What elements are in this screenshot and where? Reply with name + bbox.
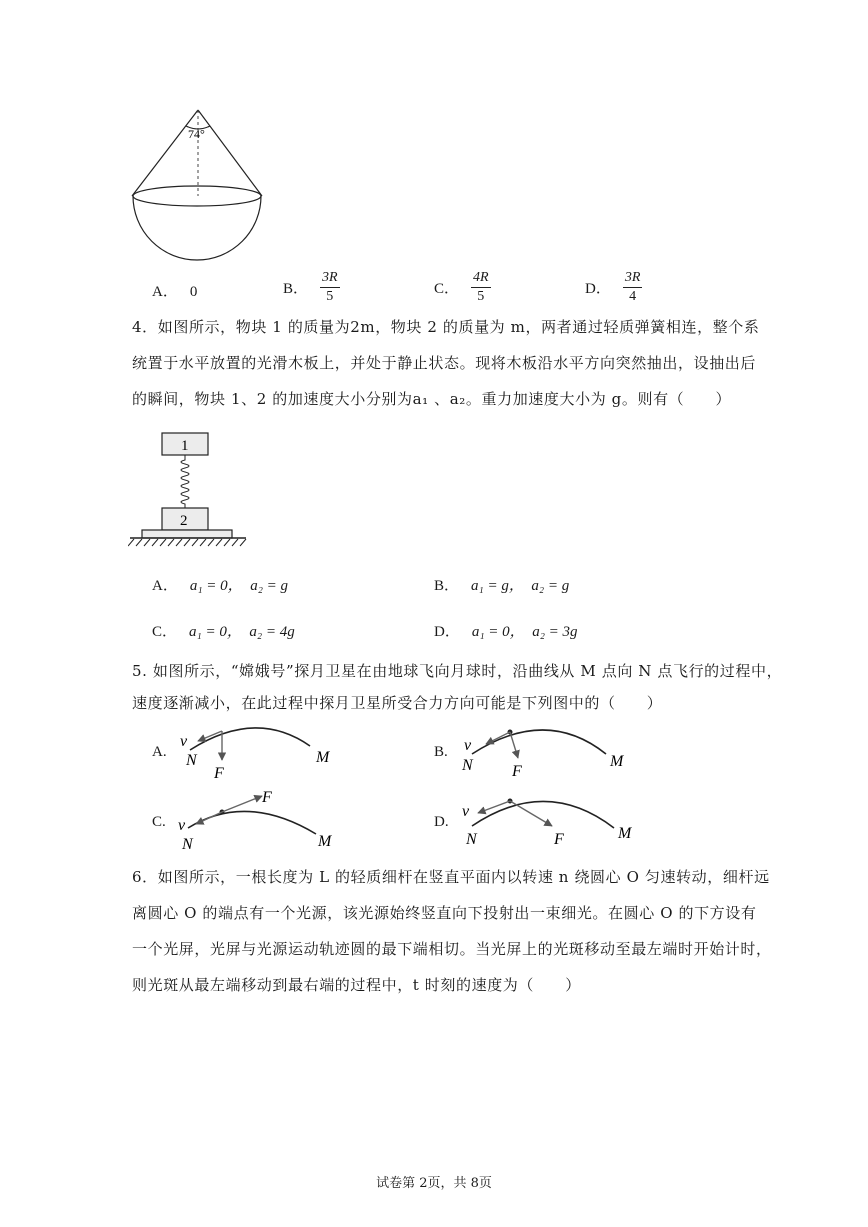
q5-d-f: F xyxy=(554,831,564,848)
q4-option-b-a2: a₂ = g xyxy=(531,578,570,594)
q4-option-a-a2: a₂ = g xyxy=(250,578,289,594)
q5-option-b-label[interactable]: B. xyxy=(434,744,448,760)
q5-a-f: F xyxy=(214,765,224,780)
q4-option-a[interactable] xyxy=(152,574,288,595)
q4-option-d-label: D． xyxy=(434,624,460,640)
q4-option-d-a1: a₁ = 0， xyxy=(471,624,525,640)
q4-question-text xyxy=(132,312,792,414)
q5-option-c-label[interactable]: C. xyxy=(152,814,166,830)
q5-d-v: v xyxy=(462,803,470,820)
q4-option-c-a2: a₂ = 4g xyxy=(249,624,295,640)
q5-c-m: M xyxy=(318,833,332,850)
q5-c-v: v xyxy=(178,817,186,834)
q5-a-v: v xyxy=(180,733,188,750)
q5-b-f: F xyxy=(512,763,522,780)
page-footer: 试卷第 2页，共 8页 xyxy=(376,1176,492,1191)
q4-block2-label: 2 xyxy=(180,513,188,529)
q5-text-line1: 5. 如图所示，“嫦娥号”探月卫星在由地球飞向月球时，沿曲线从 M 点向 N 点飞行的过程中， xyxy=(132,662,783,680)
q4-option-c[interactable] xyxy=(152,620,295,641)
q3-option-a[interactable] xyxy=(152,280,197,301)
q5-c-f: F xyxy=(262,789,272,806)
q5-option-a-label[interactable]: A. xyxy=(152,744,167,760)
q5-option-d-label[interactable]: D. xyxy=(434,814,449,830)
q4-text-line3: 的瞬间，物块 1、2 的加速度大小分别为a₁ 、a₂。重力加速度大小为 g。则有（ ） xyxy=(132,390,732,408)
q4-option-d-a2: a₂ = 3g xyxy=(532,624,578,640)
q4-spring-blocks-figure xyxy=(128,430,252,552)
q3-option-b[interactable] xyxy=(283,269,340,306)
q5-question-text xyxy=(132,656,792,718)
q5-a-n: N xyxy=(186,752,197,769)
q3-option-c-fraction: $\frac{4R}{5}$ xyxy=(473,270,489,304)
q5-text-line2: 速度逐渐减小，在此过程中探月卫星所受合力方向可能是下列图中的（ ） xyxy=(132,694,663,712)
q3-option-c-label: C． xyxy=(434,281,460,297)
q3-option-d[interactable] xyxy=(585,269,642,306)
q4-text-line1: 4．如图所示，物块 1 的质量为2m，物块 2 的质量为 m，两者通过轻质弹簧相连，整个系 xyxy=(132,318,760,336)
q5-b-n: N xyxy=(462,757,473,774)
q3-cone-bowl-figure xyxy=(128,104,268,266)
q3-option-d-label: D． xyxy=(585,281,611,297)
q3-option-c[interactable] xyxy=(434,269,491,306)
q5-option-d-figure xyxy=(456,786,646,852)
q6-question-text xyxy=(132,862,792,1000)
q3-option-b-fraction: $\frac{3R}{5}$ xyxy=(322,270,338,304)
q6-text-line1: 6．如图所示，一根长度为 L 的轻质细杆在竖直平面内以转速 n 绕圆心 O 匀速转动，细杆远 xyxy=(132,868,770,886)
q4-option-c-a1: a₁ = 0， xyxy=(189,624,242,640)
q3-option-d-fraction: $\frac{3R}{4}$ xyxy=(624,270,641,304)
q5-option-b-figure xyxy=(456,718,636,780)
q5-d-n: N xyxy=(466,831,477,848)
q3-option-a-label: A． xyxy=(152,284,178,300)
q5-b-v: v xyxy=(464,737,472,754)
q4-option-b[interactable] xyxy=(434,574,569,595)
q4-option-a-label: A． xyxy=(152,578,178,594)
q6-text-line4: 则光斑从最左端移动到最右端的过程中，t 时刻的速度为（ ） xyxy=(132,976,581,994)
q3-angle-label: 74° xyxy=(188,127,205,141)
q4-option-b-label: B． xyxy=(434,578,460,594)
q3-option-b-label: B． xyxy=(283,281,309,297)
q6-text-line2: 离圆心 O 的端点有一个光源，该光源始终竖直向下投射出一束细光。在圆心 O 的下方设有 xyxy=(132,904,757,922)
q4-option-c-label: C． xyxy=(152,624,178,640)
q3-option-a-value: 0 xyxy=(189,284,198,300)
q5-option-c-figure xyxy=(176,786,346,852)
q4-option-b-a1: a₁ = g， xyxy=(471,578,524,594)
q4-option-a-a1: a₁ = 0， xyxy=(189,578,243,594)
q4-block1-label: 1 xyxy=(181,438,189,454)
q4-option-d[interactable] xyxy=(434,620,578,641)
q5-a-m: M xyxy=(316,749,330,766)
q5-d-m: M xyxy=(618,825,632,842)
q5-b-m: M xyxy=(610,753,624,770)
q4-text-line2: 统置于水平放置的光滑木板上，并处于静止状态。现将木板沿水平方向突然抽出，设抽出后 xyxy=(132,354,757,372)
q5-c-n: N xyxy=(182,836,193,852)
q5-option-a-figure xyxy=(176,718,346,780)
q6-text-line3: 一个光屏，光屏与光源运动轨迹圆的最下端相切。当光屏上的光斑移动至最左端时开始计时， xyxy=(132,940,772,958)
